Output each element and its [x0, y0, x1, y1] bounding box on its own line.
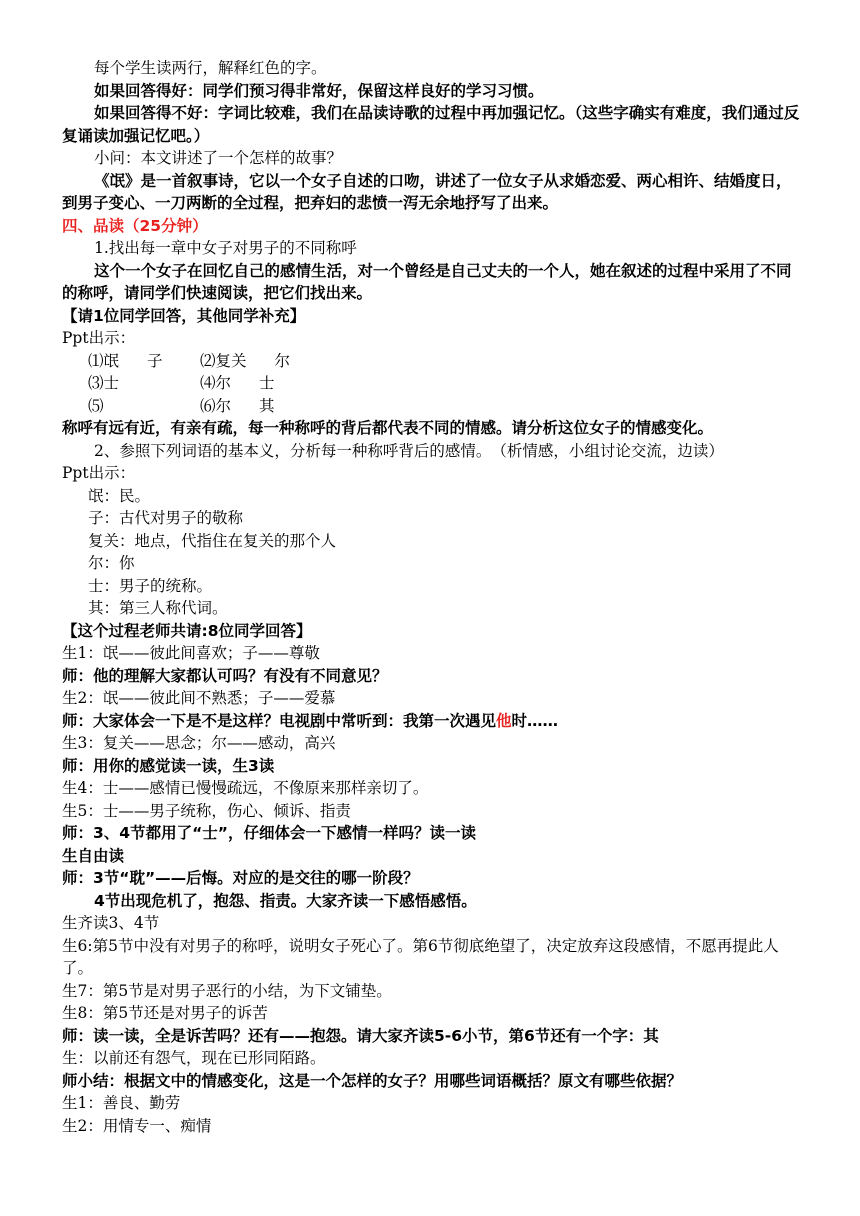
dialogue-line: 生1：善良、勤劳: [62, 1094, 181, 1112]
definition-item: 氓：民。: [88, 486, 151, 505]
address-term: 尔: [274, 351, 291, 370]
dialogue-line: 师：3、4节都用了“士”，仔细体会一下感情一样吗？读一读: [62, 824, 476, 842]
dialogue-line: 生8：第5节还是对男子的诉苦: [62, 1004, 268, 1022]
text-line: 如果回答得好：同学们预习得非常好，保留这样良好的学习习惯。: [94, 81, 544, 100]
dialogue-line: 生自由读: [62, 846, 125, 865]
address-row: [62, 350, 802, 373]
text-line: Ppt出示：: [62, 464, 136, 482]
dialogue-line: 生4：士——感情已慢慢疏远，不像原来那样亲切了。: [62, 779, 429, 797]
dialogue-line: 师：读一读，全是诉苦吗？还有——抱怨。请大家齐读5-6小节，第6节还有一个字：其: [62, 1026, 659, 1045]
address-term: ⑵复关: [200, 351, 247, 370]
definition-item: 复关：地点，代指住在复关的那个人: [88, 531, 337, 550]
dialogue-line: 生：以前还有怨气，现在已形同陌路。: [62, 1049, 326, 1067]
definition-item: 尔：你: [88, 554, 135, 572]
text-line: 1.找出每一章中女子对男子的不同称呼: [94, 239, 357, 257]
dialogue-line: 生6:第5节中没有对男子的称呼，说明女子死心了。第6节彻底绝望了，决定放弃这段感情，不愿再提此人了。: [62, 936, 779, 977]
text-line: Ppt出示：: [62, 329, 136, 347]
text-paragraph: 如果回答得不好：字词比较难，我们在品读诗歌的过程中再加强记忆。（这些字确实有难度，我们通过反复诵读加强记忆吧。）: [62, 104, 800, 145]
section-heading: 四、品读（25分钟）: [62, 216, 208, 235]
dialogue-text: 时……: [511, 711, 559, 730]
address-term: ⑷尔: [200, 374, 232, 392]
address-term: ⑹尔: [200, 396, 232, 415]
dialogue-line: 生2：氓——彼此间不熟悉；子——爱慕: [62, 689, 336, 707]
address-term: ⑸: [88, 396, 104, 415]
text-line: 【这个过程老师共请:8位同学回答】: [62, 621, 312, 640]
address-term: 子: [147, 351, 163, 370]
highlight-word: 他: [496, 711, 512, 730]
dialogue-line: 师小结：根据文中的情感变化，这是一个怎样的女子？用哪些词语概括？原文有哪些依据？: [62, 1071, 683, 1090]
definition-item: 士：男子的统称。: [88, 576, 213, 595]
text-line: 2、参照下列词语的基本义，分析每一种称呼背后的感情。 （析情感，小组讨论交流，边读）: [94, 441, 724, 460]
dialogue-line: 生3：复关——思念；尔——感动，高兴: [62, 734, 336, 752]
address-row: [62, 395, 802, 418]
address-term: ⑴氓: [88, 351, 120, 370]
address-term: ⑶士: [88, 374, 120, 392]
dialogue-line: 生齐读3、4节: [62, 914, 160, 932]
text-line: 称呼有远有近，有亲有疏，每一种称呼的背后都代表不同的情感。请分析这位女子的情感变化。: [62, 419, 714, 437]
dialogue-line: 生2：用情专一、痴情: [62, 1116, 212, 1135]
dialogue-line: [62, 710, 802, 733]
dialogue-line: 生5：士——男子统称，伤心、倾诉、指责: [62, 801, 351, 820]
dialogue-line: 师：3节“耽”——后悔。对应的是交往的哪一阶段？: [62, 869, 419, 887]
address-term: 其: [259, 396, 275, 415]
dialogue-line: 师：他的理解大家都认可吗？有没有不同意见？: [62, 666, 388, 685]
dialogue-text: 师：大家体会一下是不是这样？电视剧中常听到：我第一次遇见: [62, 711, 497, 730]
text-paragraph: 这个一个女子在回忆自己的感情生活，对一个曾经是自己丈夫的一个人，她在叙述的过程中采用了不同的称呼，请同学们快速阅读，把它们找出来。: [62, 261, 792, 302]
dialogue-line: 生1：氓——彼此间喜欢；子——尊敬: [62, 644, 320, 662]
text-line: 小问：本文讲述了一个怎样的故事？: [94, 149, 343, 167]
definition-item: 子：古代对男子的敬称: [88, 509, 244, 527]
text-line: 【请1位同学回答，其他同学补充】: [62, 306, 306, 325]
dialogue-line: 4节出现危机了，抱怨、指责。大家齐读一下感悟感悟。: [94, 891, 477, 910]
address-term: 士: [259, 374, 275, 392]
text-paragraph: 《氓》是一首叙事诗，它以一个女子自述的口吻，讲述了一位女子从求婚恋爱、两心相许、结婚度日，到男子变心、一刀两断的全过程，把弃妇的悲愤一泻无余地抒写了出来。: [62, 171, 792, 212]
dialogue-line: 师：用你的感觉读一读，生3读: [62, 756, 275, 775]
dialogue-line: 生7：第5节是对男子恶行的小结，为下文铺垫。: [62, 981, 392, 1000]
definition-item: 其：第三人称代词。: [88, 599, 228, 617]
text-line: 每个学生读两行，解释红色的字。: [94, 59, 327, 77]
document-page: [62, 57, 802, 1137]
address-row: [62, 372, 802, 395]
